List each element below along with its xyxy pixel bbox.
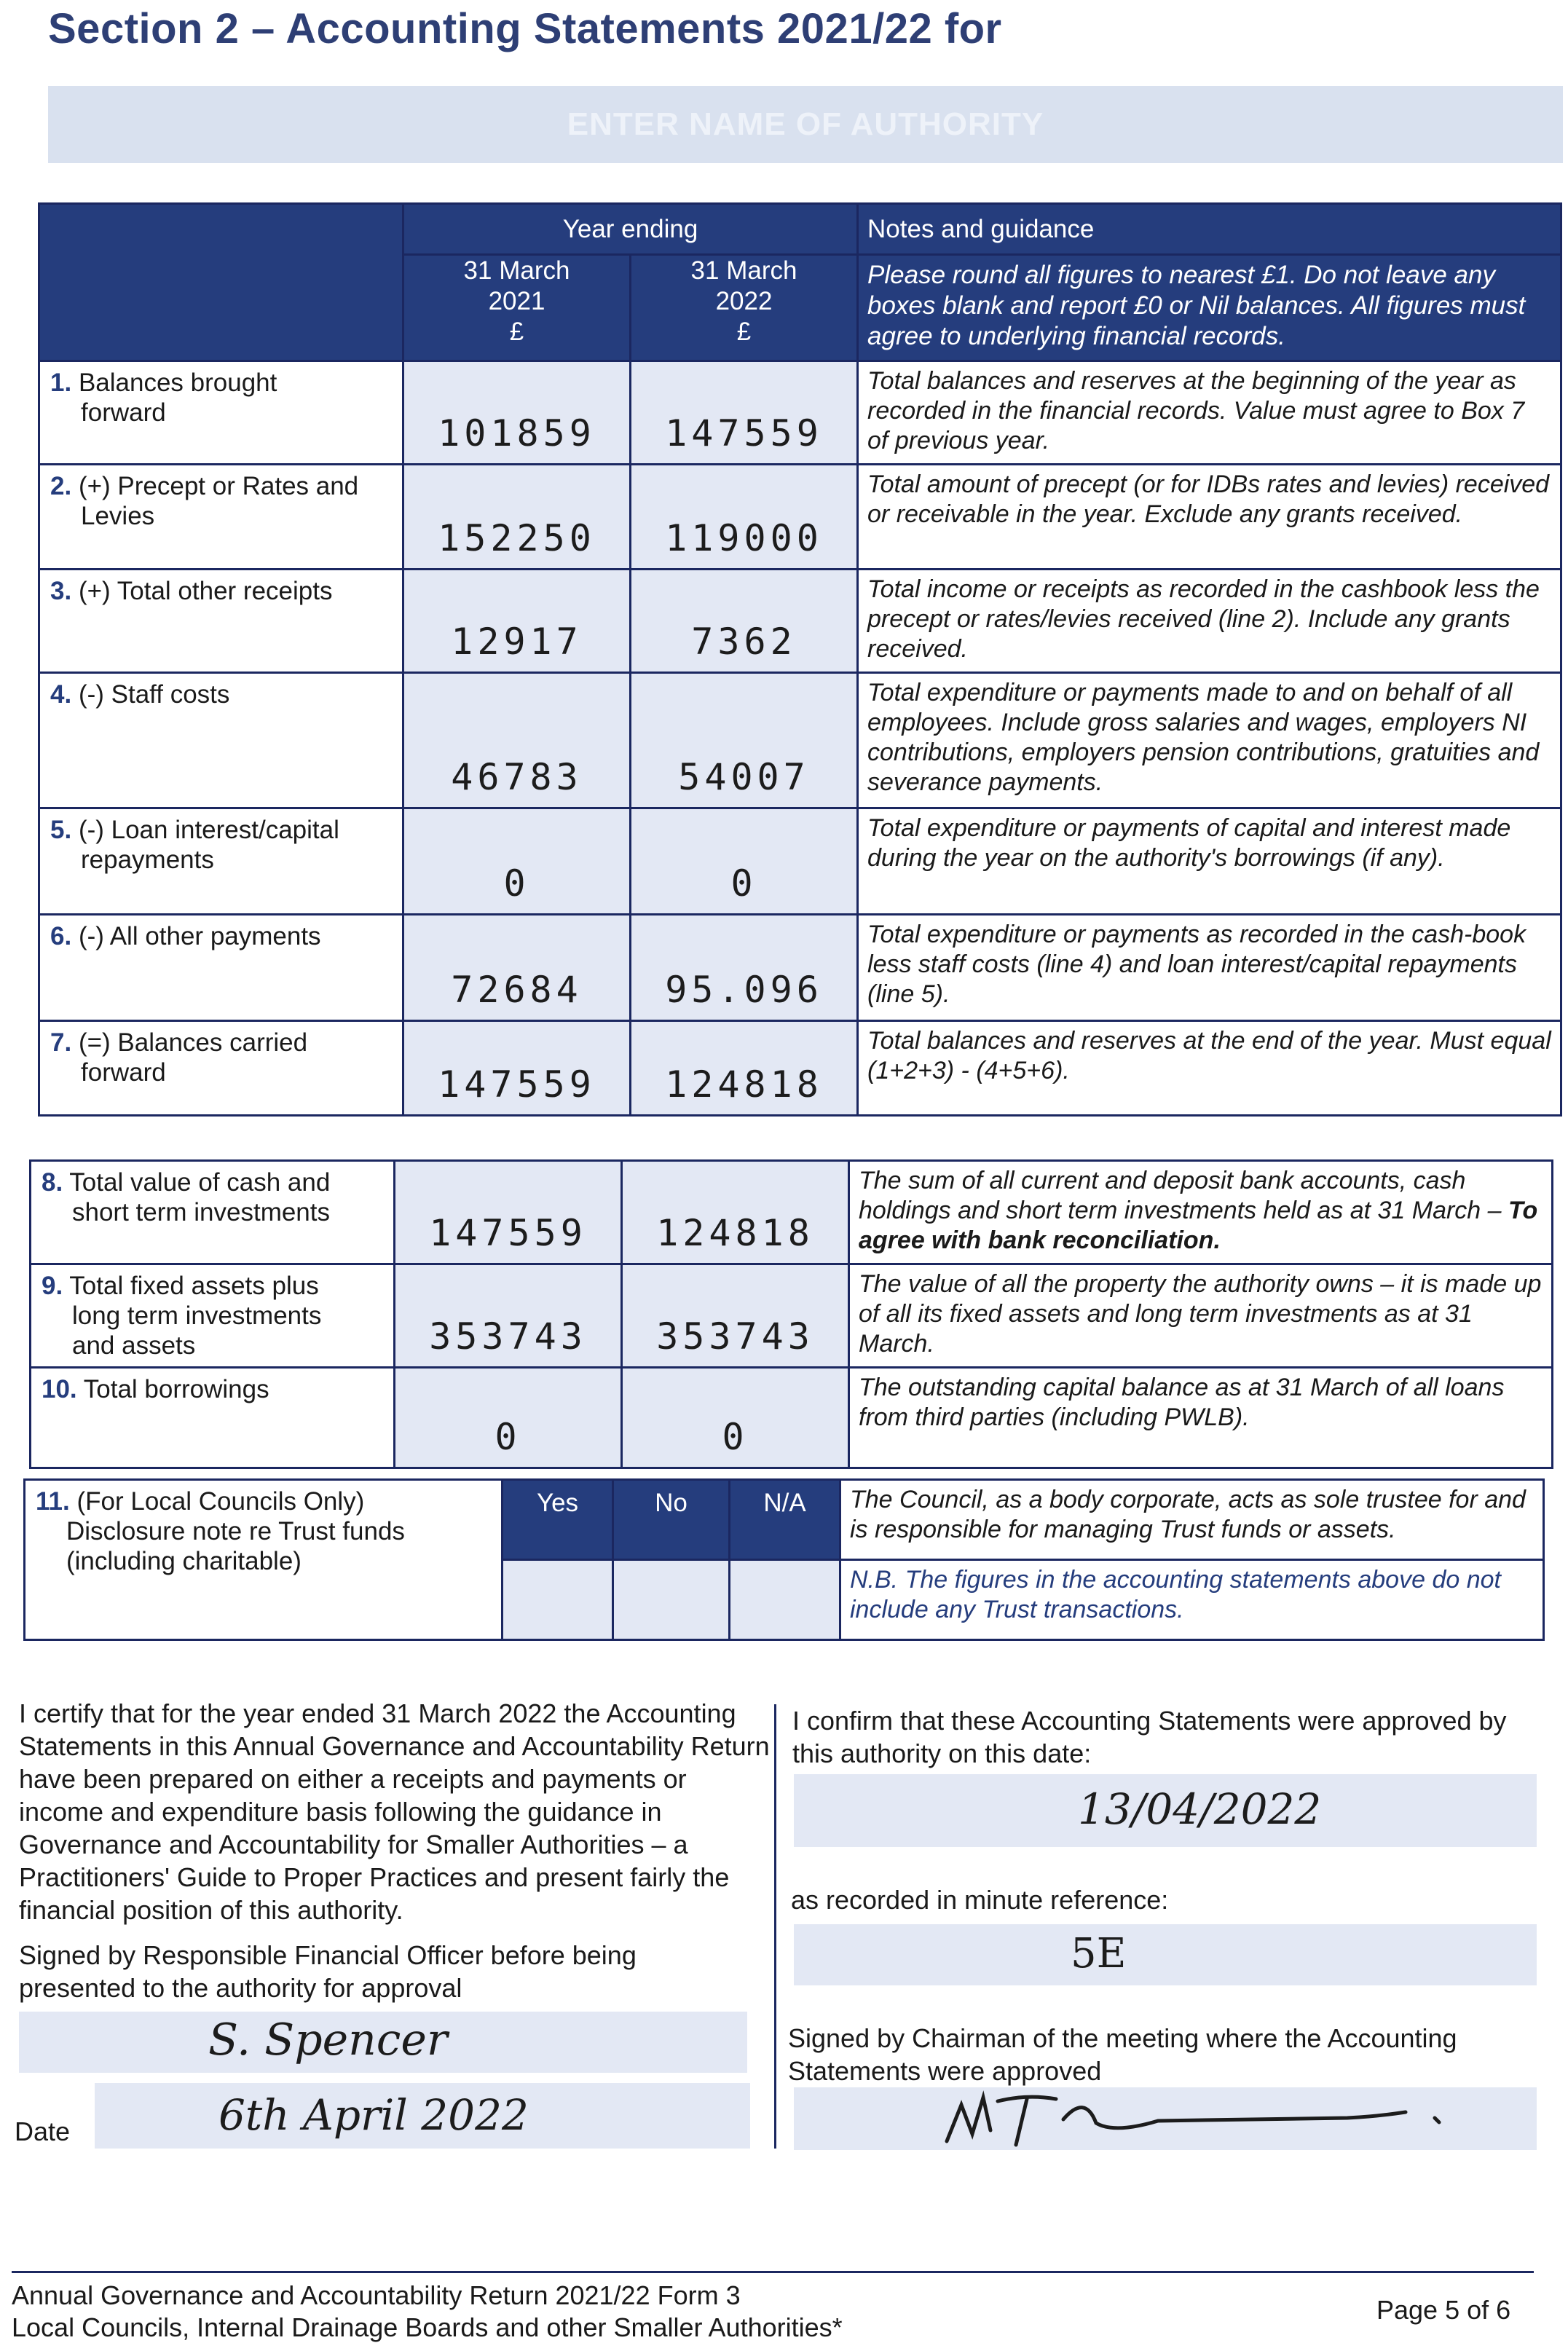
chair-signature-field[interactable] <box>794 2087 1537 2150</box>
col-2021-line2: 2021 <box>488 287 545 315</box>
chair-signature <box>939 2090 1464 2149</box>
row-label <box>31 1161 395 1264</box>
row-note <box>849 1368 1553 1468</box>
row-label-line1: Balances brought <box>78 369 277 397</box>
row-note <box>858 915 1561 1021</box>
footer-line2: Local Councils, Internal Drainage Boards and other Smaller Authorities* <box>12 2312 843 2342</box>
row-label <box>31 1368 395 1468</box>
row-11-line2: Disclosure note re Trust funds <box>66 1517 405 1545</box>
row-11-nb-note: N.B. The figures in the accounting statements above do not include any Trust transactions. <box>840 1560 1544 1640</box>
yes-header: Yes <box>503 1480 613 1560</box>
col-2022-line2: 2022 <box>715 287 773 315</box>
row-label-line2: Levies <box>81 502 155 530</box>
certify-text: I certify that for the year ended 31 March 2022 the Accounting Statements in this Annual Governance and Accountability Return have been prepared on either a receipts and payments or income and expenditure basis following the guidance in Governance and Accountability for Smaller Authorities – a Practitioners' Guide to Proper Practices and present fairly the financial position of this authority. <box>19 1698 770 1925</box>
row-note-text: Total balances and reserves at the end of the year. Must equal (1+2+3) - (4+5+6). <box>867 1027 1551 1084</box>
approval-date-value: 13/04/2022 <box>1078 1784 1322 1834</box>
header-blank-cell <box>39 204 403 361</box>
accounting-statements-table <box>38 202 1562 1117</box>
table-row <box>39 673 1561 808</box>
row-label <box>39 361 403 465</box>
footer-rule <box>12 2271 1534 2273</box>
row-label-line2: long term investments <box>72 1301 322 1330</box>
row-note-text: Total amount of precept (or for IDBs rates and levies) received or receivable in the year. Exclude any grants received. <box>867 470 1550 528</box>
footer-page-number: Page 5 of 6 <box>1376 2295 1511 2325</box>
notes-header: Notes and guidance <box>858 204 1561 255</box>
value-2022-field[interactable]: 147559 <box>631 361 858 465</box>
row-number: 7. <box>50 1028 72 1057</box>
row-label-line1: (+) Precept or Rates and <box>78 472 359 500</box>
col-2022-header <box>631 255 858 361</box>
row-11-number: 11. <box>36 1487 70 1516</box>
trust-funds-table <box>23 1478 1545 1641</box>
certify-divider <box>774 1704 776 2149</box>
yes-checkbox[interactable] <box>503 1560 613 1640</box>
row-label-line2: forward <box>81 1058 166 1087</box>
row-note-text: Total expenditure or payments of capital and interest made during the year on the authority's borrowings (if any). <box>867 814 1511 872</box>
row-label-line2: short term investments <box>72 1198 330 1226</box>
row-label-line1: (-) Loan interest/capital <box>78 816 339 844</box>
value-2022-field[interactable]: 0 <box>631 808 858 915</box>
notes-guidance: Please round all figures to nearest £1. Do not leave any boxes blank and report £0 or Nil balances. All figures must agree to underlying financial records. <box>858 255 1561 361</box>
row-note-text: The sum of all current and deposit bank accounts, cash holdings and short term investments held as at 31 March – <box>859 1167 1502 1224</box>
row-number: 6. <box>50 922 72 950</box>
row-label <box>39 1021 403 1116</box>
value-2022-field[interactable]: 54007 <box>631 673 858 808</box>
minute-ref-field[interactable] <box>794 1924 1537 1985</box>
row-label <box>39 808 403 915</box>
chair-signed-label: Signed by Chairman of the meeting where the Accounting Statements were approved <box>788 2023 1457 2086</box>
value-2022-field[interactable]: 124818 <box>631 1021 858 1116</box>
row-note <box>858 1021 1561 1116</box>
col-2022-line1: 31 March <box>690 256 797 285</box>
rfo-date-field[interactable] <box>95 2083 750 2149</box>
value-2022-field[interactable]: 0 <box>622 1368 849 1468</box>
row-label <box>39 673 403 808</box>
confirm-text: I confirm that these Accounting Statements were approved by this authority on this date: <box>792 1706 1507 1768</box>
col-2021-currency: £ <box>509 318 524 346</box>
row-11-line1: (For Local Councils Only) <box>76 1487 365 1516</box>
col-2021-header <box>403 255 631 361</box>
authority-name-placeholder: ENTER NAME OF AUTHORITY <box>567 106 1044 142</box>
row-note <box>858 465 1561 570</box>
col-2021-line1: 31 March <box>463 256 570 285</box>
row-number: 3. <box>50 577 72 605</box>
value-2021-field[interactable]: 101859 <box>403 361 631 465</box>
row-label-line1: (-) Staff costs <box>78 680 230 709</box>
row-note <box>858 673 1561 808</box>
authority-name-field[interactable] <box>48 86 1563 163</box>
value-2021-field[interactable]: 72684 <box>403 915 631 1021</box>
row-11-line3: (including charitable) <box>66 1547 302 1575</box>
value-2021-field[interactable]: 46783 <box>403 673 631 808</box>
value-2021-field[interactable]: 353743 <box>395 1264 622 1368</box>
value-2021-field[interactable]: 12917 <box>403 570 631 673</box>
row-11-note: The Council, as a body corporate, acts as sole trustee for and is responsible for managing Trust funds or assets. <box>840 1480 1544 1560</box>
year-ending-header: Year ending <box>403 204 858 255</box>
value-2022-field[interactable]: 353743 <box>622 1264 849 1368</box>
row-number: 10. <box>42 1375 77 1403</box>
table-row <box>31 1368 1553 1468</box>
table-row <box>31 1161 1553 1264</box>
row-note-text: Total balances and reserves at the beginning of the year as recorded in the financial records. Value must agree to Box 7 of previous year. <box>867 367 1525 454</box>
table-row <box>39 570 1561 673</box>
col-2022-currency: £ <box>736 318 752 346</box>
row-number: 5. <box>50 816 72 844</box>
value-2021-field[interactable]: 147559 <box>395 1161 622 1264</box>
row-note <box>849 1161 1553 1264</box>
row-note-text: Total expenditure or payments made to and on behalf of all employees. Include gross salaries and wages, employers NI contributions, employers pension contributions, gratuities and severance payments. <box>867 679 1540 796</box>
table-row <box>39 465 1561 570</box>
table-row <box>31 1264 1553 1368</box>
page-title: Section 2 – Accounting Statements 2021/22 for <box>48 5 1002 52</box>
na-header: N/A <box>730 1480 840 1560</box>
no-header: No <box>613 1480 730 1560</box>
row-number: 1. <box>50 369 72 397</box>
row-label-line1: Total fixed assets plus <box>69 1272 319 1300</box>
row-note <box>858 808 1561 915</box>
table-row <box>39 361 1561 465</box>
table-row <box>39 915 1561 1021</box>
row-label-line2: forward <box>81 398 166 427</box>
row-label <box>39 915 403 1021</box>
row-label-line2: repayments <box>81 846 214 874</box>
row-label-line1: (-) All other payments <box>78 922 321 950</box>
row-label-line1: Total value of cash and <box>69 1168 331 1197</box>
na-checkbox[interactable] <box>730 1560 840 1640</box>
date-label: Date <box>15 2116 71 2146</box>
row-note-text: Total expenditure or payments as recorded in the cash-book less staff costs (line 4) and loan interest/capital repayments (line 5). <box>867 921 1526 1008</box>
signed-rfo-label: Signed by Responsible Financial Officer before being presented to the authority for approval <box>19 1940 637 2003</box>
footer-line1: Annual Governance and Accountability Return 2021/22 Form 3 <box>12 2280 741 2310</box>
row-note-text: The value of all the property the authority owns – it is made up of all its fixed assets and long term investments as at 31 March. <box>859 1270 1542 1358</box>
value-2021-field[interactable]: 147559 <box>403 1021 631 1116</box>
row-label-line1: (=) Balances carried <box>78 1028 308 1057</box>
row-note <box>858 361 1561 465</box>
assets-table <box>29 1159 1553 1469</box>
rfo-date-value: 6th April 2022 <box>218 2090 529 2140</box>
row-11-label <box>25 1480 503 1640</box>
value-2021-field[interactable]: 0 <box>395 1368 622 1468</box>
no-checkbox[interactable] <box>613 1560 730 1640</box>
row-number: 4. <box>50 680 72 709</box>
row-label <box>39 570 403 673</box>
row-note <box>849 1264 1553 1368</box>
row-note-bold: To agree with bank reconciliation. <box>859 1197 1538 1254</box>
value-2022-field[interactable]: 124818 <box>622 1161 849 1264</box>
minute-ref-value: 5E <box>1071 1930 1127 1977</box>
row-label <box>39 465 403 570</box>
row-number: 9. <box>42 1272 63 1300</box>
row-label-line1: (+) Total other receipts <box>78 577 333 605</box>
value-2022-field[interactable]: 95.096 <box>631 915 858 1021</box>
row-note-text: Total income or receipts as recorded in the cashbook less the precept or rates/levies received (line 2). Include any grants received. <box>867 575 1540 663</box>
rfo-signature-field[interactable] <box>19 2012 747 2073</box>
row-note-text: The outstanding capital balance as at 31 March of all loans from third parties (including PWLB). <box>859 1374 1505 1431</box>
value-2022-field[interactable]: 119000 <box>631 465 858 570</box>
value-2021-field[interactable]: 0 <box>403 808 631 915</box>
table-row <box>39 1021 1561 1116</box>
row-label-line1: Total borrowings <box>83 1375 269 1403</box>
approval-date-field[interactable] <box>794 1774 1537 1847</box>
value-2022-field[interactable]: 7362 <box>631 570 858 673</box>
row-label <box>31 1264 395 1368</box>
row-note <box>858 570 1561 673</box>
row-number: 8. <box>42 1168 63 1197</box>
row-label-line3: and assets <box>72 1331 196 1360</box>
row-number: 2. <box>50 472 72 500</box>
value-2021-field[interactable]: 152250 <box>403 465 631 570</box>
table-row <box>39 808 1561 915</box>
rfo-signature: S. Spencer <box>208 2015 448 2066</box>
minute-ref-label: as recorded in minute reference: <box>791 1885 1169 1915</box>
